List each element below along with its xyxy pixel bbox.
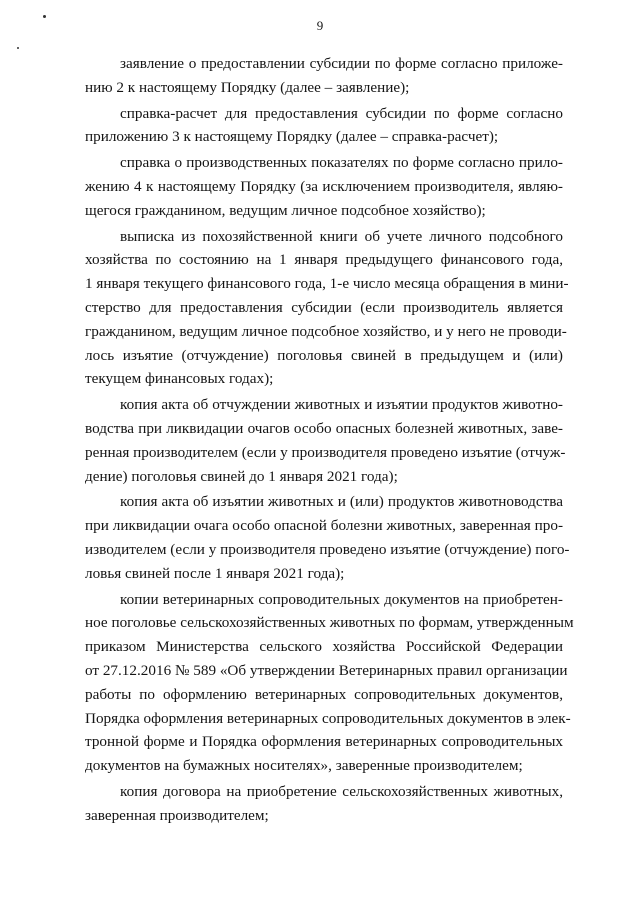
text-line: 1 января текущего финансового года, 1-е число месяца обращения в мини-	[85, 275, 569, 293]
text-line: дение) поголовья свиней до 1 января 2021 года);	[85, 467, 398, 485]
text-line: тронной форме и Порядка оформления ветеринарных сопроводительных	[85, 733, 563, 751]
page-number: 9	[316, 18, 324, 33]
text-line: ное поголовье сельскохозяйственных животных по формам, утвержденным	[85, 614, 574, 632]
text-line: стерство для предоставления субсидии (если производитель является	[85, 298, 563, 316]
text-line: заверенная производителем;	[85, 806, 269, 824]
text-line: справка-расчет для предоставления субсидии по форме согласно	[120, 104, 563, 122]
paragraph	[85, 102, 563, 150]
text-line: документов на бумажных носителях», заверенные производителем;	[85, 757, 523, 775]
text-line: водства при ликвидации очагов особо опасных болезней животных, заве-	[85, 419, 563, 437]
scan-speck	[17, 47, 19, 49]
paragraph	[85, 151, 563, 222]
text-line: от 27.12.2016 № 589 «Об утверждении Ветеринарных правил организации	[85, 661, 568, 679]
text-line: приказом Министерства сельского хозяйства Российской Федерации	[85, 638, 563, 656]
text-line: щегося гражданином, ведущим личное подсобное хозяйство);	[85, 201, 486, 219]
text-line: приложению 3 к настоящему Порядку (далее – справка-расчет);	[85, 128, 499, 146]
text-line: изводителем (если у производителя проведено изъятие (отчуждение) пого-	[85, 540, 570, 558]
paragraph	[85, 225, 569, 392]
text-line: справка о производственных показателях по форме согласно прило-	[120, 154, 563, 172]
text-line: выписка из похозяйственной книги об учете личного подсобного	[120, 227, 563, 245]
text-line: копия договора на приобретение сельскохозяйственных животных,	[120, 782, 563, 800]
text-line: жению 4 к настоящему Порядку (за исключением производителя, являю-	[85, 177, 563, 195]
text-line: заявление о предоставлении субсидии по форме согласно приложе-	[120, 55, 563, 72]
text-line: гражданином, ведущим личное подсобное хозяйство, и у него не проводи-	[85, 322, 567, 340]
text-line: нию 2 к настоящему Порядку (далее – заявление);	[85, 78, 410, 96]
text-line: ренная производителем (если у производителя проведено изъятие (отчуж-	[85, 443, 566, 461]
paragraph	[85, 780, 563, 828]
text-line: Порядка оформления ветеринарных сопроводительных документов в элек-	[85, 709, 571, 727]
text-line: копия акта об изъятии животных и (или) продуктов животноводства	[120, 493, 563, 511]
text-line: при ликвидации очага особо опасной болезни животных, заверенная про-	[85, 517, 563, 535]
paragraph	[85, 393, 566, 488]
text-line: текущем финансовых годах);	[85, 370, 274, 388]
text-line: ловья свиней после 1 января 2021 года);	[85, 564, 345, 582]
text-line: копии ветеринарных сопроводительных документов на приобретен-	[120, 590, 563, 608]
paragraph	[85, 588, 574, 778]
text-line: хозяйства по состоянию на 1 января предыдущего финансового года,	[85, 251, 563, 269]
paragraph	[85, 490, 570, 585]
text-line: копия акта об отчуждении животных и изъятии продуктов животно-	[120, 396, 563, 414]
document-body	[85, 52, 574, 830]
text-line: работы по оформлению ветеринарных сопроводительных документов,	[85, 685, 563, 703]
paragraph	[85, 52, 563, 100]
text-line: лось изъятие (отчуждение) поголовья свиней в предыдущем и (или)	[85, 346, 563, 364]
